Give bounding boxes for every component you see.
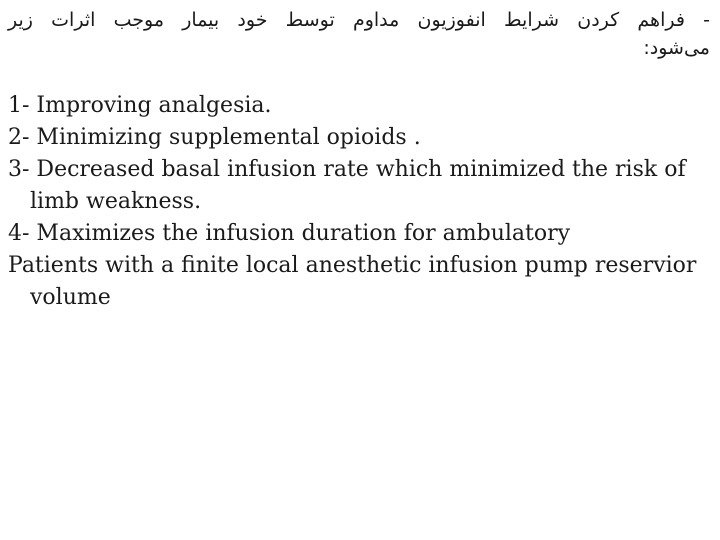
list-item-minimizing-opioids: 2- Minimizing supplemental opioids . — [8, 125, 421, 150]
list-item-maximizes-duration: 4- Maximizes the infusion duration for ambulatory — [8, 221, 571, 246]
persian-line-2: می‌شود: — [643, 37, 710, 59]
effects-list — [8, 90, 708, 314]
list-item-patients-pump: Patients with a finite local anesthetic infusion pump reservior volume — [8, 253, 697, 310]
list-item-decreased-basal-rate: 3- Decreased basal infusion rate which minimized the risk of limb weakness. — [8, 157, 686, 214]
list-item-improving-analgesia: 1- Improving analgesia. — [8, 93, 272, 118]
persian-line-1: - فراهم کردن شرایط انفوزیون مداوم توسط خود بیمار موجب اثرات زیر — [8, 9, 710, 31]
persian-heading — [8, 6, 710, 62]
